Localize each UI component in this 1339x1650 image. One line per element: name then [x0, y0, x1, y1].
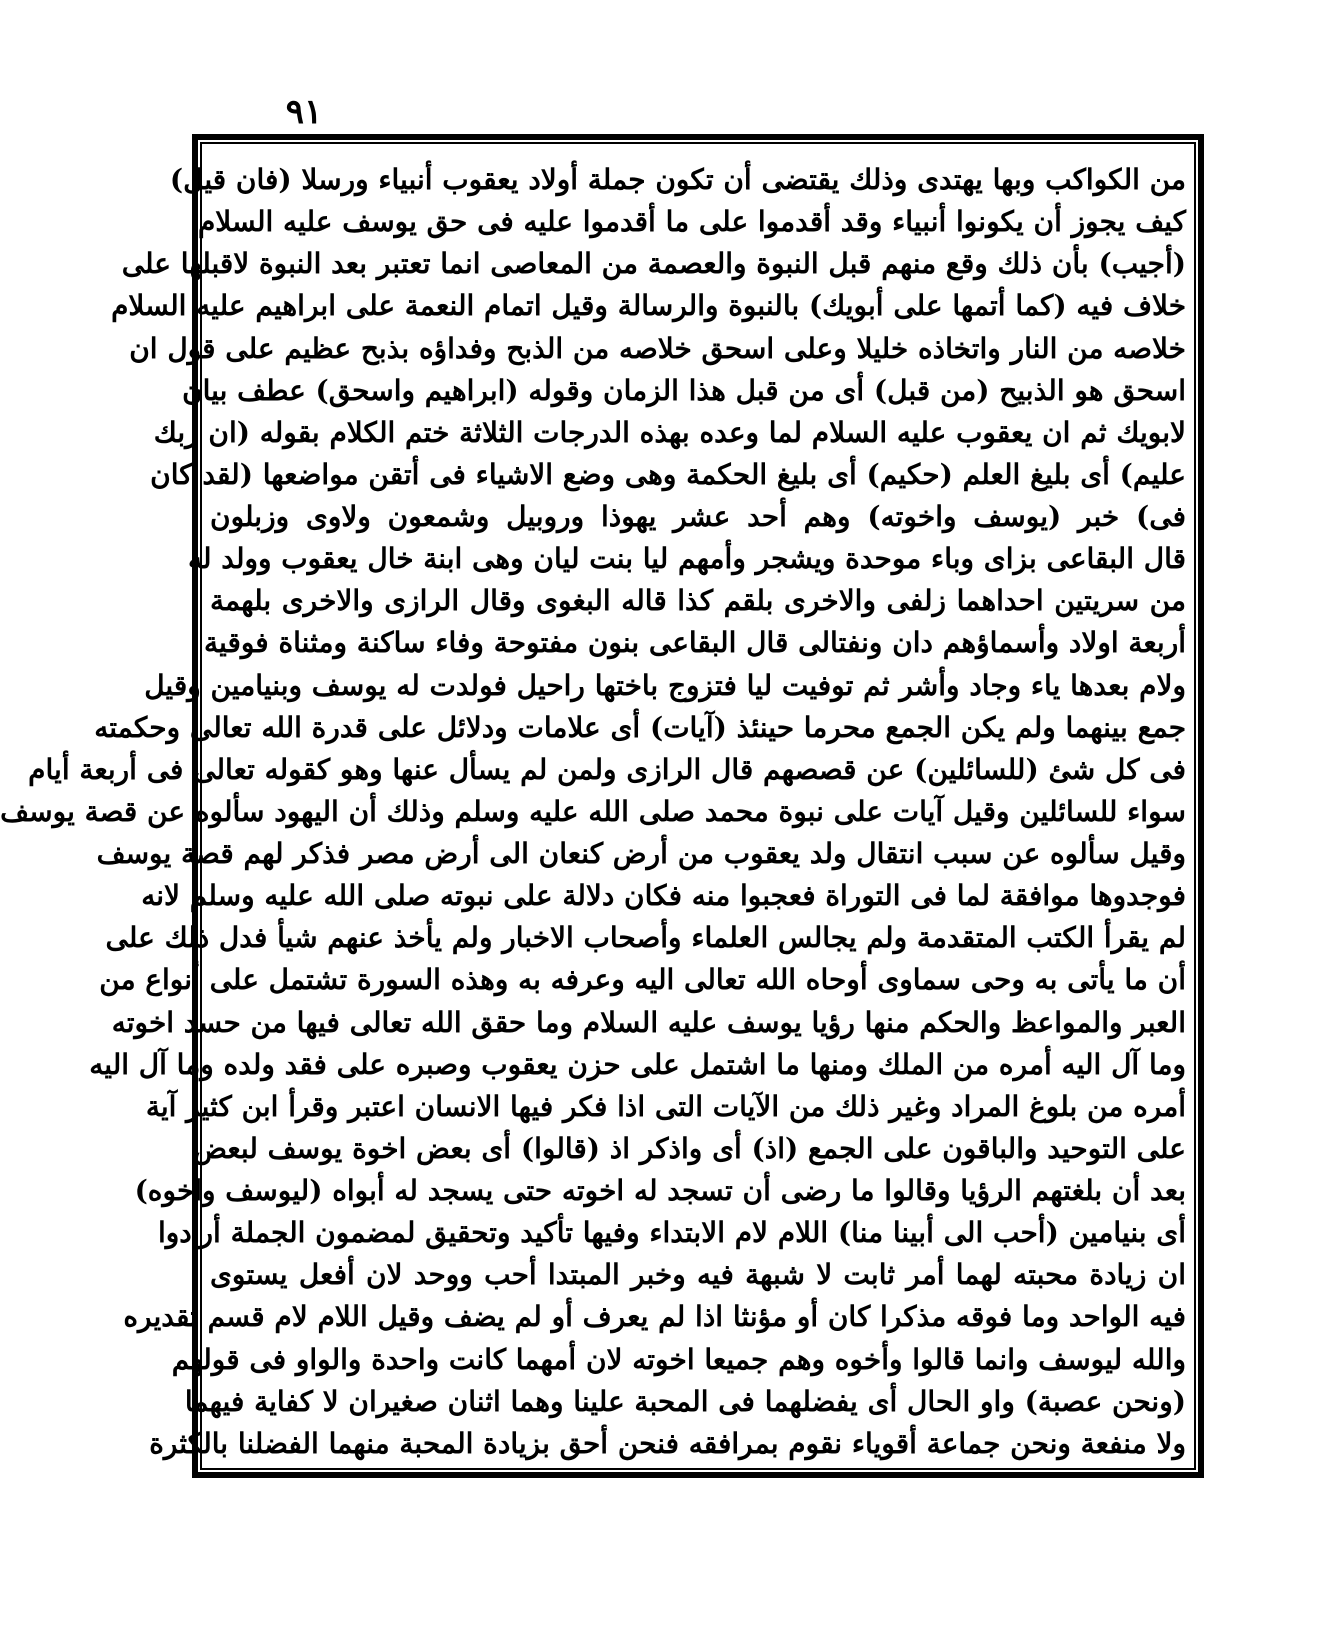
text-line: ولا منفعة ونحن جماعة أقوياء نقوم بمرافقه فنحن أحق بزيادة المحبة منهما الفضلنا بالكثرة	[149, 1426, 1186, 1460]
text-line: خلاصه من النار واتخاذه خليلا وعلى اسحق خلاصه من الذبح وفداؤه بذبح عظيم على قول ان	[129, 331, 1186, 365]
text-frame	[0, 142, 1196, 1470]
text-line: وما آل اليه أمره من الملك ومنها ما اشتمل على حزن يعقوب وصبره على فقد ولده وما آل اليه	[89, 1047, 1186, 1081]
text-line: من سريتين احداهما زلفى والاخرى بلقم كذا قاله البغوى وقال الرازى والاخرى بلهمة	[210, 584, 1186, 618]
text-body	[0, 162, 1186, 1462]
text-line: كيف يجوز أن يكونوا أنبياء وقد أقدموا على ما أقدموا عليه فى حق يوسف عليه السلام	[197, 205, 1186, 239]
text-line: لابويك ثم ان يعقوب عليه السلام لما وعده بهذه الدرجات الثلاثة ختم الكلام بقوله (ان ربك	[153, 415, 1186, 449]
text-line: اسحق هو الذبيح (من قبل) أى من قبل هذا الزمان وقوله (ابراهيم واسحق) عطف بيان	[182, 373, 1186, 407]
text-line: سواء للسائلين وقيل آيات على نبوة محمد صلى الله عليه وسلم وذلك أن اليهود سألوه عن قصة يوسف	[0, 794, 1186, 828]
text-line: قال البقاعى بزاى وباء موحدة ويشجر وأمهم ليا بنت ليان وهى ابنة خال يعقوب وولد له	[188, 542, 1186, 576]
text-line: فى) خبر (يوسف واخوته) وهم أحد عشر يهوذا وروبيل وشمعون ولاوى وزبلون	[210, 500, 1186, 533]
text-line: خلاف فيه (كما أتمها على أبويك) بالنبوة والرسالة وقيل اتمام النعمة على ابراهيم عليه السلام	[111, 289, 1186, 323]
text-line: (أجيب) بأن ذلك وقع منهم قبل النبوة والعصمة من المعاصى انما تعتبر بعد النبوة لاقبلها على	[121, 247, 1186, 281]
text-line: والله ليوسف وانما قالوا وأخوه وهم جميعا اخوته لان أمهما كانت واحدة والواو فى قولهم	[171, 1342, 1186, 1376]
text-line: ولام بعدها ياء وجاد وأشر ثم توفيت ليا فتزوج باختها راحيل فولدت له يوسف وبنيامين وقيل	[144, 668, 1186, 702]
text-line: فوجدوها موافقة لما فى التوراة فعجبوا منه فكان دلالة على نبوته صلى الله عليه وسلم لانه	[141, 879, 1186, 913]
text-line: أمره من بلوغ المراد وغير ذلك من الآيات التى اذا فكر فيها الانسان اعتبر وقرأ ابن كثير آية	[145, 1089, 1186, 1123]
text-line: (ونحن عصبة) واو الحال أى يفضلهما فى المحبة علينا وهما اثنان صغيران لا كفاية فيهما	[184, 1384, 1186, 1418]
text-line: أربعة اولاد وأسماؤهم دان ونفتالى قال البقاعى بنون مفتوحة وفاء ساكنة ومثناة فوقية	[204, 626, 1186, 660]
text-line: عليم) أى بليغ العلم (حكيم) أى بليغ الحكمة وهى وضع الاشياء فى أتقن مواضعها (لقد كان	[150, 457, 1186, 491]
text-line: لم يقرأ الكتب المتقدمة ولم يجالس العلماء وأصحاب الاخبار ولم يأخذ عنهم شيأ فدل ذلك على	[105, 921, 1186, 955]
text-line: أى بنيامين (أحب الى أبينا منا) اللام لام الابتداء وفيها تأكيد وتحقيق لمضمون الجملة أرادوا	[157, 1216, 1186, 1250]
page-number: ٩١	[285, 92, 323, 132]
text-line: فيه الواحد وما فوقه مذكرا كان أو مؤنثا اذا لم يعرف أو لم يضف وقيل اللام لام قسم تقديره	[123, 1300, 1186, 1334]
text-line: العبر والمواعظ والحكم منها رؤيا يوسف عليه السلام وما حقق الله تعالى فيها من حسد اخوته	[111, 1005, 1186, 1039]
text-line: ان زيادة محبته لهما أمر ثابت لا شبهة فيه وخبر المبتدا أحب ووحد لان أفعل يستوى	[210, 1258, 1186, 1292]
text-line: جمع بينهما ولم يكن الجمع محرما حينئذ (آيات) أى علامات ودلائل على قدرة الله تعالى وحكمته	[94, 710, 1186, 744]
text-line: من الكواكب وبها يهتدى وذلك يقتضى أن تكون جملة أولاد يعقوب أنبياء ورسلا (فان قيل)	[169, 163, 1186, 196]
text-line: فى كل شئ (للسائلين) عن قصصهم قال الرازى ولمن لم يسأل عنها وهو كقوله تعالى فى أربعة أيام	[28, 752, 1186, 786]
text-line: بعد أن بلغتهم الرؤيا وقالوا ما رضى أن تسجد له اخوته حتى يسجد له أبواه (ليوسف واخوه)	[134, 1174, 1186, 1207]
text-line: أن ما يأتى به وحى سماوى أوحاه الله تعالى اليه وعرفه به وهذه السورة تشتمل على أنواع من	[99, 963, 1186, 997]
text-line: على التوحيد والباقون على الجمع (اذ) أى واذكر اذ (قالوا) أى بعض اخوة يوسف لبعض	[193, 1131, 1186, 1165]
text-line: وقيل سألوه عن سبب انتقال ولد يعقوب من أرض كنعان الى أرض مصر فذكر لهم قصة يوسف	[96, 837, 1186, 870]
